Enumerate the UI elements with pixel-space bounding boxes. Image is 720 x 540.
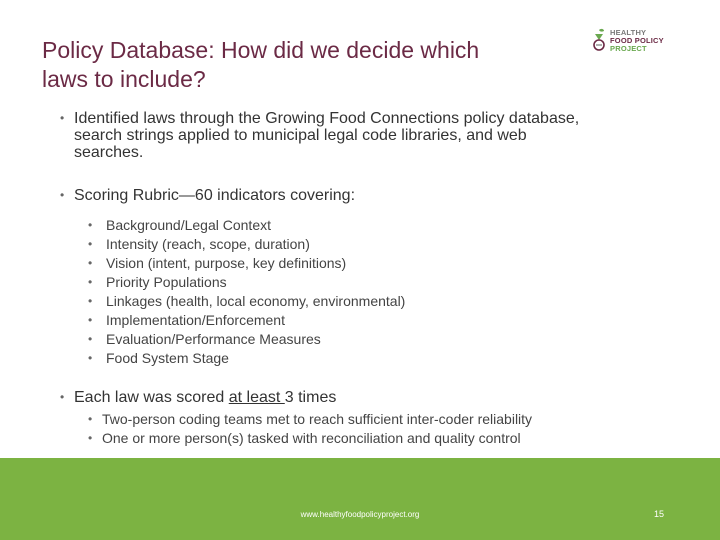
bullet-identified-line-3: searches. — [74, 144, 144, 161]
logo-text-healthy: HEALTHY — [610, 28, 647, 37]
page-number: 15 — [653, 509, 664, 519]
logo-text-food-policy: FOOD POLICY — [610, 36, 664, 45]
bullet-identified-line-1: Identified laws through the Growing Food Connections policy database, — [74, 110, 580, 127]
title-line-1: Policy Database: How did we decide which — [42, 37, 480, 63]
page-title — [42, 36, 602, 94]
footer-url[interactable]: www.healthyfoodpolicyproject.org — [300, 510, 420, 519]
scoring-process-list — [88, 410, 678, 448]
scoring-rubric-label: Scoring Rubric—60 indicators covering: — [74, 187, 356, 204]
list-item: • Priority Populations — [88, 273, 678, 292]
list-item: • Evaluation/Performance Measures — [88, 330, 678, 349]
scored-suffix: 3 times — [284, 389, 337, 406]
title-line-2: laws to include? — [42, 66, 206, 92]
list-item: • Vision (intent, purpose, key definitions) — [88, 254, 678, 273]
list-item: • Two-person coding teams met to reach sufficient inter-coder reliability — [88, 410, 678, 429]
logo-text-project: PROJECT — [610, 44, 647, 53]
healthy-food-policy-project-logo — [592, 28, 676, 54]
list-item: • Food System Stage — [88, 349, 678, 368]
rubric-indicator-list — [88, 216, 678, 368]
list-item: • Background/Legal Context — [88, 216, 678, 235]
list-item: • Implementation/Enforcement — [88, 311, 678, 330]
footer-bar — [0, 458, 720, 540]
apple-leaf-icon — [592, 28, 606, 52]
bullet-identified-line-2: search strings applied to municipal legal code libraries, and web — [74, 127, 527, 144]
scored-underlined-text: at least — [228, 389, 285, 406]
slide-body — [58, 110, 678, 448]
list-item: • One or more person(s) tasked with reconciliation and quality control — [88, 429, 678, 448]
scored-prefix: Each law was scored — [74, 389, 229, 406]
bullet-scored-times — [58, 389, 678, 406]
list-item: • Intensity (reach, scope, duration) — [88, 235, 678, 254]
list-item: • Linkages (health, local economy, environmental) — [88, 292, 678, 311]
bullet-identified-laws — [58, 110, 678, 161]
bullet-scoring-rubric — [58, 187, 678, 204]
